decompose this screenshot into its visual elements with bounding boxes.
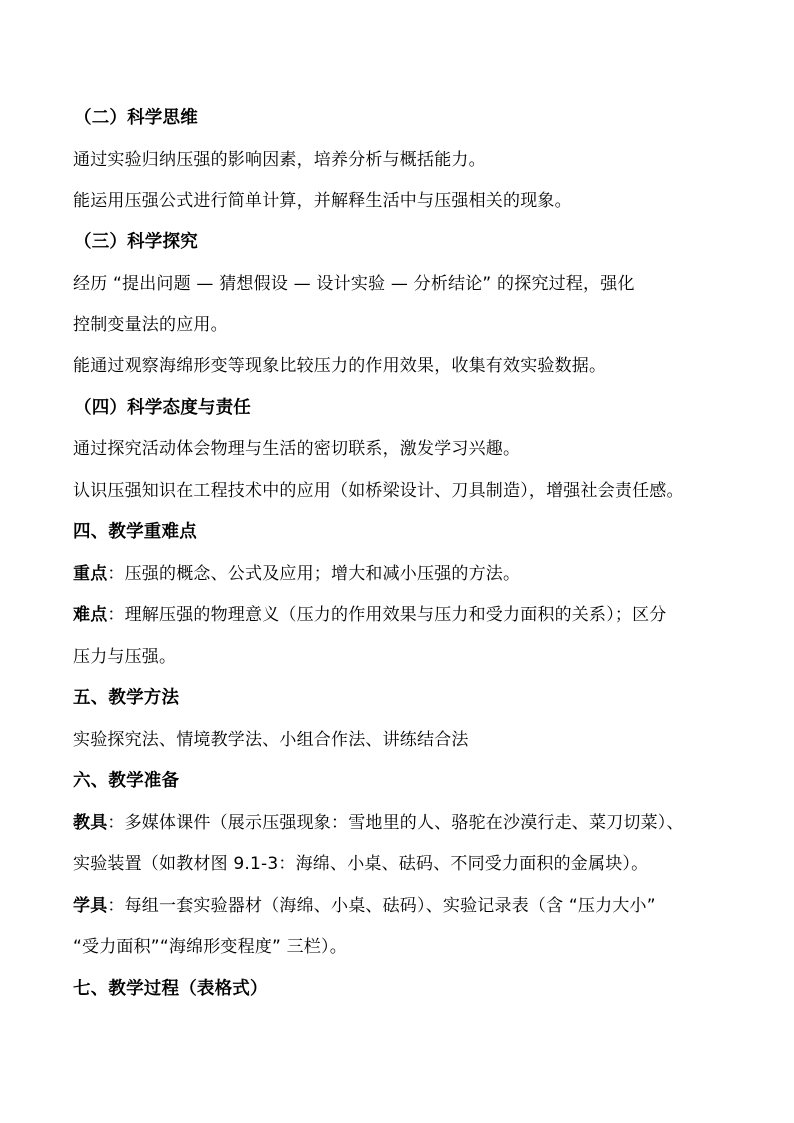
paragraph-line: 能通过观察海绵形变等现象比较压力的作用效果，收集有效实验数据。 xyxy=(73,356,607,376)
paragraph-line: 能运用压强公式进行简单计算，并解释生活中与压强相关的现象。 xyxy=(73,191,572,211)
teacher-tools-text: ：多媒体课件（展示压强现象：雪地里的人、骆驼在沙漠行走、菜刀切菜）、 xyxy=(107,813,684,833)
section-heading-scientific-thinking: （二）科学思维 xyxy=(74,108,198,128)
section-heading-key-points: 四、教学重难点 xyxy=(73,522,197,542)
teacher-tools-line xyxy=(73,811,753,835)
paragraph-line: 通过探究活动体会物理与生活的密切联系，激发学习兴趣。 xyxy=(73,439,521,459)
paragraph-line: 控制变量法的应用。 xyxy=(73,315,228,335)
paragraph-line: 通过实验归纳压强的影响因素，培养分析与概括能力。 xyxy=(73,150,486,170)
student-tools-text: ：每组一套实验器材（海绵、小桌、砝码）、实验记录表（含 “压力大小” xyxy=(107,896,656,916)
difficulty-line xyxy=(73,603,753,627)
section-heading-teaching-process: 七、教学过程（表格式） xyxy=(73,979,268,999)
paragraph-line: 实验探究法、情境教学法、小组合作法、讲练结合法 xyxy=(73,730,469,750)
key-point-line xyxy=(73,562,753,586)
paragraph-line: “受力面积”“海绵形变程度” 三栏）。 xyxy=(73,937,347,957)
paragraph-line: 认识压强知识在工程技术中的应用（如桥梁设计、刀具制造），增强社会责任感。 xyxy=(73,481,684,501)
section-heading-attitude-responsibility: （四）科学态度与责任 xyxy=(74,398,251,418)
paragraph-line: 经历 “提出问题 — 猜想假设 — 设计实验 — 分析结论” 的探究过程，强化 xyxy=(73,274,635,294)
key-point-text: ：压强的概念、公式及应用；增大和减小压强的方法。 xyxy=(107,564,521,584)
key-point-label: 重点 xyxy=(73,564,108,584)
teacher-tools-label: 教具 xyxy=(73,813,108,833)
section-heading-preparation: 六、教学准备 xyxy=(73,771,180,791)
difficulty-text: ：理解压强的物理意义（压力的作用效果与压力和受力面积的关系）；区分 xyxy=(107,605,667,625)
student-tools-line xyxy=(73,894,753,918)
student-tools-label: 学具 xyxy=(73,896,108,916)
difficulty-label: 难点 xyxy=(73,605,108,625)
paragraph-line: 压力与压强。 xyxy=(73,647,177,667)
section-heading-methods: 五、教学方法 xyxy=(73,688,180,708)
paragraph-line: 实验装置（如教材图 9.1-3：海绵、小桌、砝码、不同受力面积的金属块）。 xyxy=(73,854,649,874)
section-heading-scientific-inquiry: （三）科学探究 xyxy=(74,232,198,252)
